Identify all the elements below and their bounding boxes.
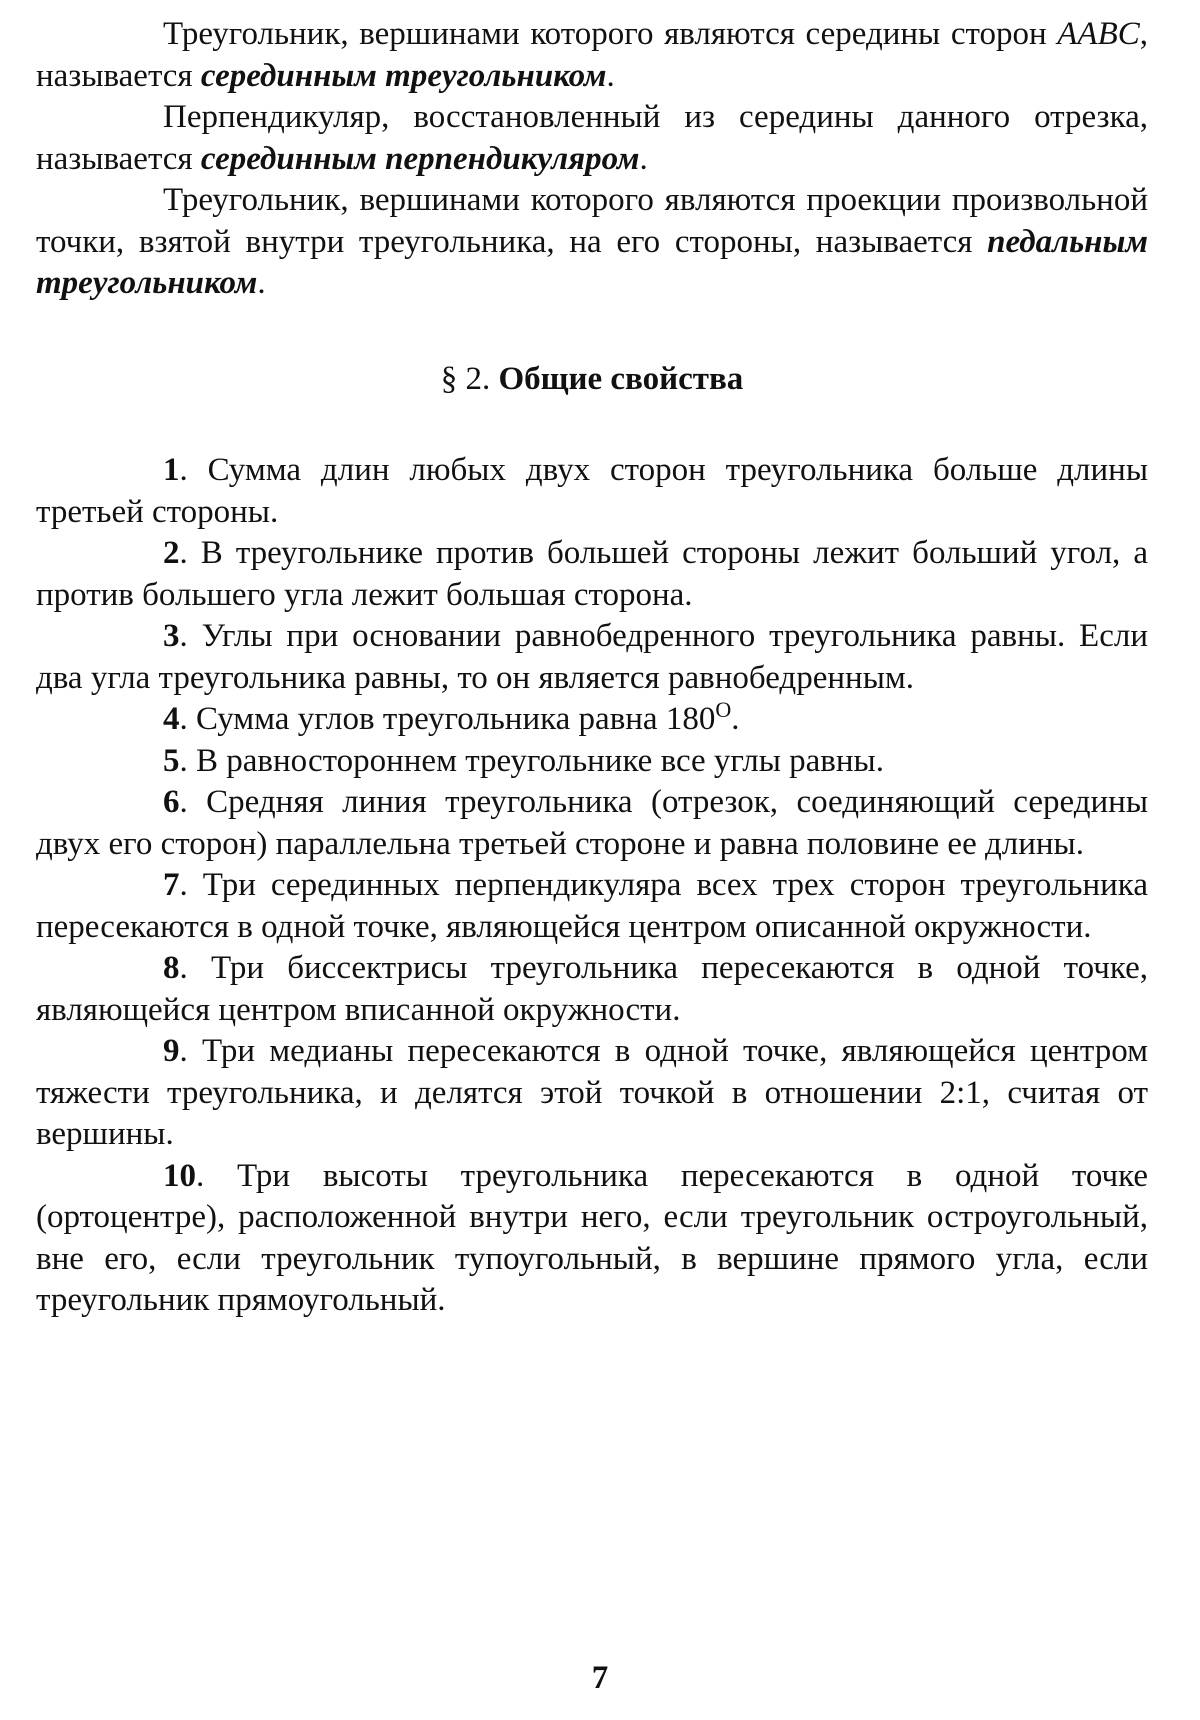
definition-text: Перпендикуляр, восстановленный из середины данного отрезка, называется bbox=[36, 99, 1148, 177]
definition-text: Треугольник, вершинами которого являются середины сторон bbox=[163, 16, 1058, 52]
property-text: . Три высоты треугольника пересекаются в одной точке (ортоцентре), расположенной внутри него, если треугольник остроугольный, вне его, если треугольник тупоугольный, в вершине прямого угла, если треугольник прямоугольный. bbox=[36, 1157, 1148, 1318]
property-item bbox=[36, 865, 1148, 948]
property-text: . В равностороннем треугольнике все углы равны. bbox=[179, 742, 884, 779]
property-text: . Три биссектрисы треугольника пересекаются в одной точке, являющейся центром вписанной окружности. bbox=[36, 950, 1148, 1028]
section-number: § 2. bbox=[440, 360, 499, 397]
definition-medial-triangle bbox=[36, 14, 1148, 97]
property-number: 4 bbox=[163, 701, 180, 737]
property-item bbox=[36, 741, 1148, 783]
property-text: . Три серединных перпендикуляра всех трех сторон треугольника пересекаются в одной точке, являющейся центром описанной окружности. bbox=[36, 867, 1148, 945]
property-number: 7 bbox=[163, 867, 180, 903]
term: педальным треугольником bbox=[36, 223, 1148, 301]
definition-text: . bbox=[257, 265, 266, 301]
property-text: . Три медианы пересекаются в одной точке, являющейся центром тяжести треугольника, и делятся этой точкой в отношении 2:1, считая от вершины. bbox=[36, 1033, 1148, 1152]
section-heading bbox=[36, 359, 1148, 401]
property-number: 6 bbox=[163, 784, 180, 820]
section-title: Общие свойства bbox=[498, 360, 744, 397]
definition-text: Треугольник, вершинами которого являются проекции произвольной точки, взятой внутри треугольника, на его стороны, называется bbox=[36, 182, 1148, 260]
page-number: 7 bbox=[591, 1660, 609, 1696]
page-content bbox=[36, 14, 1148, 1322]
property-text: . Средняя линия треугольника (отрезок, соединяющий середины двух его сторон) параллельна третьей стороне и равна половине ее длины. bbox=[36, 784, 1148, 862]
property-item bbox=[36, 699, 1148, 741]
definition-text: . bbox=[606, 57, 615, 94]
property-item bbox=[36, 782, 1148, 865]
property-number: 9 bbox=[163, 1033, 180, 1069]
definition-text: . bbox=[639, 140, 648, 177]
definition-perpendicular-bisector bbox=[36, 97, 1148, 180]
definition-pedal-triangle bbox=[36, 180, 1148, 305]
term: серединным треугольником bbox=[200, 57, 607, 94]
property-number: 1 bbox=[163, 452, 180, 488]
degree-sign: O bbox=[715, 697, 732, 722]
property-text: . Углы при основании равнобедренного треугольника равны. Если два угла треугольника равны, то он является равнобедренным. bbox=[36, 618, 1148, 696]
property-number: 5 bbox=[163, 742, 180, 779]
property-item bbox=[36, 533, 1148, 616]
definition-text: , называется bbox=[36, 16, 1148, 94]
property-number: 3 bbox=[163, 618, 180, 654]
property-item bbox=[36, 1156, 1148, 1322]
property-item bbox=[36, 450, 1148, 533]
property-text: . Сумма длин любых двух сторон треугольника больше длины третьей стороны. bbox=[36, 452, 1148, 530]
property-text: . Сумма углов треугольника равна 180 bbox=[179, 701, 716, 737]
property-text: . bbox=[731, 701, 740, 737]
term: серединным перпендикуляром bbox=[200, 140, 640, 177]
property-item bbox=[36, 616, 1148, 699]
property-text: . В треугольнике против большей стороны лежит больший угол, а против большего угла лежит большая сторона. bbox=[36, 535, 1148, 613]
property-number: 2 bbox=[163, 535, 180, 571]
property-item bbox=[36, 1031, 1148, 1156]
property-number: 8 bbox=[163, 950, 180, 986]
property-number: 10 bbox=[163, 1157, 196, 1194]
triangle-name: AABC bbox=[1057, 16, 1140, 52]
property-item bbox=[36, 948, 1148, 1031]
